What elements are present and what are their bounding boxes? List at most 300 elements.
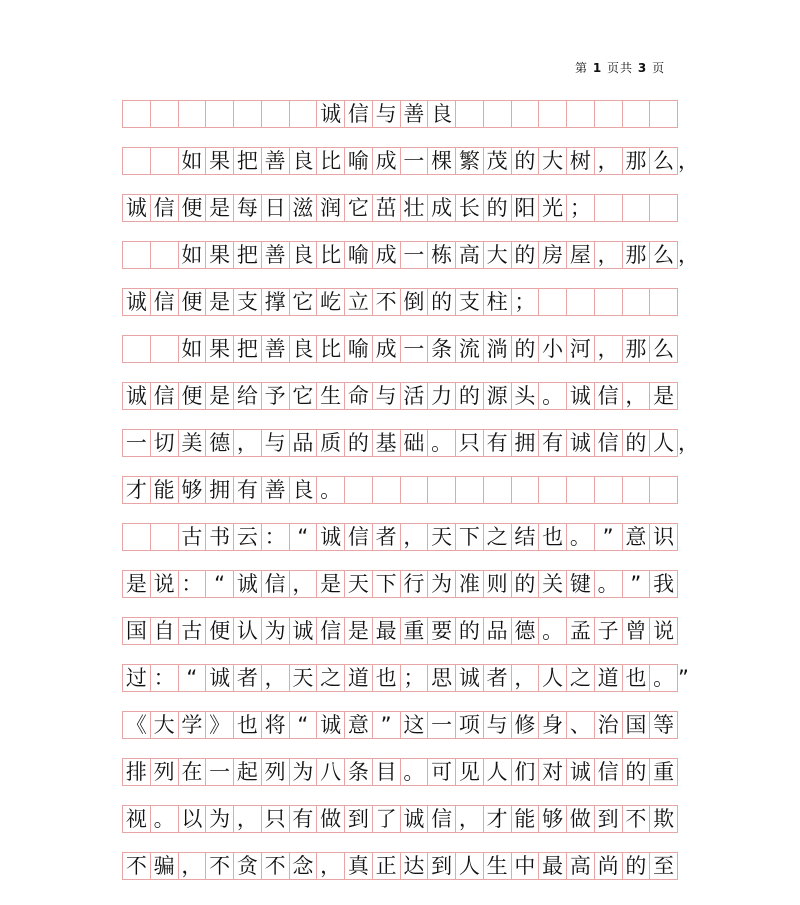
grid-cell: 的 (623, 430, 651, 456)
grid-cell: “ (290, 712, 318, 738)
grid-cell: 诚 (317, 101, 345, 127)
grid-cell: 结 (512, 524, 540, 550)
grid-cell: 欺 (650, 806, 678, 832)
grid-cell: 为 (290, 759, 318, 785)
grid-cell (123, 148, 151, 174)
grid-cell: 果 (206, 336, 234, 362)
grid-cell: 诚 (123, 195, 151, 221)
grid-cell: 的 (512, 242, 540, 268)
grid-cell: 做 (317, 806, 345, 832)
grid-cell: 的 (456, 618, 484, 644)
grid-cell: 流 (456, 336, 484, 362)
grid-cell: 重 (650, 759, 678, 785)
grid-cell: 便 (179, 195, 207, 221)
grid-cell: 把 (234, 148, 262, 174)
grid-cell: 繁 (456, 148, 484, 174)
grid-cell: 倒 (401, 289, 429, 315)
grid-cell: 至 (650, 853, 678, 879)
grid-cell: 良 (290, 477, 318, 503)
grid-cell: 润 (317, 195, 345, 221)
grid-cell: 比 (317, 148, 345, 174)
grid-cell: 能 (151, 477, 179, 503)
grid-cell: 国 (623, 712, 651, 738)
grid-cell: 那 (623, 336, 651, 362)
grid-cell: 是 (206, 195, 234, 221)
grid-cell: 尚 (595, 853, 623, 879)
grid-cell (650, 101, 678, 127)
grid-cell: 认 (234, 618, 262, 644)
overflow-punctuation: ， (678, 431, 699, 455)
grid-cell: 栋 (428, 242, 456, 268)
grid-cell: 贪 (234, 853, 262, 879)
page-number-prefix: 第 (575, 61, 589, 75)
grid-cell: 如 (179, 148, 207, 174)
grid-cell: 八 (317, 759, 345, 785)
grid-cell: 么 (650, 336, 678, 362)
grid-cell: 一 (401, 148, 429, 174)
grid-cell: 古 (179, 524, 207, 550)
grid-cell (206, 101, 234, 127)
grid-cell: ； (512, 289, 540, 315)
grid-cell (123, 101, 151, 127)
grid-cell: 信 (262, 571, 290, 597)
grid-cell: 如 (179, 336, 207, 362)
essay-line (122, 335, 678, 363)
grid-cell: 等 (650, 712, 678, 738)
grid-cell (623, 289, 651, 315)
grid-cell (484, 477, 512, 503)
grid-cell: 才 (484, 806, 512, 832)
grid-cell (567, 289, 595, 315)
grid-cell: 对 (539, 759, 567, 785)
grid-cell (650, 195, 678, 221)
grid-cell (650, 289, 678, 315)
grid-cell: 支 (456, 289, 484, 315)
grid-cell: “ (290, 524, 318, 550)
grid-cell: 力 (428, 383, 456, 409)
grid-cell: 信 (595, 383, 623, 409)
grid-cell: 喻 (345, 242, 373, 268)
grid-cell: 信 (595, 430, 623, 456)
essay-line (122, 664, 678, 692)
grid-cell: ， (262, 665, 290, 691)
grid-cell: 是 (206, 289, 234, 315)
grid-cell: “ (179, 665, 207, 691)
grid-cell: 键 (567, 571, 595, 597)
grid-cell: 给 (234, 383, 262, 409)
grid-cell: 比 (317, 336, 345, 362)
grid-cell: 不 (262, 853, 290, 879)
grid-cell: 子 (595, 618, 623, 644)
grid-cell: 们 (512, 759, 540, 785)
grid-cell: 一 (123, 430, 151, 456)
grid-cell: 高 (456, 242, 484, 268)
grid-cell: 之 (484, 524, 512, 550)
grid-cell: 么 (650, 242, 678, 268)
grid-cell: 条 (428, 336, 456, 362)
grid-cell (179, 101, 207, 127)
grid-cell (623, 195, 651, 221)
grid-cell (539, 289, 567, 315)
grid-cell: 。 (595, 571, 623, 597)
grid-cell: 我 (650, 571, 678, 597)
grid-cell (623, 477, 651, 503)
grid-cell (595, 289, 623, 315)
grid-cell: ” (623, 571, 651, 597)
grid-cell: ： (262, 524, 290, 550)
page-number (575, 58, 695, 78)
grid-cell: 诚 (123, 289, 151, 315)
grid-cell: 则 (484, 571, 512, 597)
grid-cell: 是 (206, 383, 234, 409)
grid-cell (595, 195, 623, 221)
grid-cell: 。 (428, 430, 456, 456)
grid-cell: 行 (401, 571, 429, 597)
grid-cell: 。 (151, 806, 179, 832)
grid-cell: 以 (179, 806, 207, 832)
grid-cell: 真 (345, 853, 373, 879)
grid-cell: 诚 (206, 665, 234, 691)
grid-cell: ， (595, 148, 623, 174)
grid-cell: 滋 (290, 195, 318, 221)
grid-cell: 础 (401, 430, 429, 456)
grid-cell: ： (179, 571, 207, 597)
grid-cell: 的 (484, 195, 512, 221)
grid-cell: 不 (623, 806, 651, 832)
grid-cell: 日 (262, 195, 290, 221)
grid-cell: ” (373, 712, 401, 738)
grid-cell: 道 (345, 665, 373, 691)
grid-cell: 质 (317, 430, 345, 456)
grid-cell: 房 (539, 242, 567, 268)
grid-cell: 予 (262, 383, 290, 409)
grid-cell (151, 524, 179, 550)
grid-cell: 到 (428, 853, 456, 879)
grid-cell: 大 (484, 242, 512, 268)
grid-cell: ， (456, 806, 484, 832)
grid-cell: 是 (345, 618, 373, 644)
grid-cell: 书 (206, 524, 234, 550)
grid-cell: 也 (539, 524, 567, 550)
grid-cell: 。 (401, 759, 429, 785)
grid-cell: 那 (623, 242, 651, 268)
grid-cell: 光 (539, 195, 567, 221)
grid-cell: 列 (151, 759, 179, 785)
grid-cell: 治 (595, 712, 623, 738)
grid-cell: 识 (650, 524, 678, 550)
grid-cell (595, 101, 623, 127)
grid-cell: 。 (650, 665, 678, 691)
grid-cell: 一 (401, 336, 429, 362)
grid-cell (234, 101, 262, 127)
grid-cell: 也 (234, 712, 262, 738)
page-number-total: 3 (637, 61, 648, 75)
grid-cell (484, 101, 512, 127)
grid-cell: 良 (428, 101, 456, 127)
grid-cell: 长 (456, 195, 484, 221)
grid-cell: 孟 (567, 618, 595, 644)
grid-cell: 说 (650, 618, 678, 644)
grid-cell: 下 (373, 571, 401, 597)
grid-cell: 有 (539, 430, 567, 456)
grid-cell: 不 (206, 853, 234, 879)
grid-cell: 人 (539, 665, 567, 691)
grid-cell: 撑 (262, 289, 290, 315)
grid-cell (539, 477, 567, 503)
grid-cell: 也 (623, 665, 651, 691)
grid-cell: 的 (428, 289, 456, 315)
overflow-punctuation: ” (678, 666, 689, 690)
grid-cell: 要 (428, 618, 456, 644)
grid-cell: 如 (179, 242, 207, 268)
grid-cell: 为 (428, 571, 456, 597)
grid-cell: 见 (456, 759, 484, 785)
grid-cell: ， (595, 242, 623, 268)
grid-cell: 骗 (151, 853, 179, 879)
grid-cell: 最 (539, 853, 567, 879)
grid-cell: 一 (401, 242, 429, 268)
grid-cell: 是 (317, 571, 345, 597)
composition-grid-paper (122, 97, 699, 905)
grid-cell (151, 148, 179, 174)
grid-cell: 基 (373, 430, 401, 456)
grid-cell: 喻 (345, 336, 373, 362)
grid-cell: 与 (373, 101, 401, 127)
grid-cell: 学 (179, 712, 207, 738)
grid-cell: 诚 (290, 618, 318, 644)
grid-cell (595, 477, 623, 503)
grid-cell: 者 (373, 524, 401, 550)
grid-cell (345, 477, 373, 503)
grid-cell: 天 (428, 524, 456, 550)
grid-cell: 有 (290, 806, 318, 832)
grid-cell: 能 (512, 806, 540, 832)
grid-cell: 茁 (373, 195, 401, 221)
grid-cell (290, 101, 318, 127)
grid-cell: 善 (262, 477, 290, 503)
grid-cell: 人 (484, 759, 512, 785)
grid-cell: 果 (206, 242, 234, 268)
grid-cell: ； (401, 665, 429, 691)
grid-cell: 也 (373, 665, 401, 691)
essay-line (122, 617, 678, 645)
grid-cell: 曾 (623, 618, 651, 644)
grid-cell: 。 (539, 383, 567, 409)
grid-cell: 在 (179, 759, 207, 785)
grid-cell: 一 (428, 712, 456, 738)
grid-cell: 这 (401, 712, 429, 738)
page-number-suffix: 页 (652, 61, 666, 75)
grid-cell: 它 (290, 289, 318, 315)
essay-line (122, 288, 678, 316)
grid-cell: 高 (567, 853, 595, 879)
grid-cell: 果 (206, 148, 234, 174)
grid-cell: 不 (373, 289, 401, 315)
grid-cell: 茂 (484, 148, 512, 174)
grid-cell (373, 477, 401, 503)
essay-line (122, 805, 678, 833)
grid-cell (512, 477, 540, 503)
grid-cell: ； (567, 195, 595, 221)
essay-line (122, 711, 678, 739)
grid-cell: 成 (373, 336, 401, 362)
grid-cell: 只 (262, 806, 290, 832)
grid-cell (567, 477, 595, 503)
grid-cell: 阳 (512, 195, 540, 221)
grid-cell: 信 (345, 101, 373, 127)
grid-cell: 自 (151, 618, 179, 644)
grid-cell: ， (623, 383, 651, 409)
grid-cell: 它 (345, 195, 373, 221)
grid-cell: ， (234, 430, 262, 456)
grid-cell: ， (234, 806, 262, 832)
grid-cell: 才 (123, 477, 151, 503)
grid-cell: 信 (151, 383, 179, 409)
grid-cell: 将 (262, 712, 290, 738)
essay-line (122, 382, 678, 410)
page-number-middle: 页共 (607, 61, 634, 75)
grid-cell: 棵 (428, 148, 456, 174)
grid-cell: 的 (623, 759, 651, 785)
grid-cell: 可 (428, 759, 456, 785)
grid-cell: 比 (317, 242, 345, 268)
essay-title (122, 100, 678, 128)
grid-cell: 良 (290, 148, 318, 174)
grid-cell: 诚 (123, 383, 151, 409)
overflow-punctuation: ， (678, 149, 699, 173)
grid-cell: 淌 (484, 336, 512, 362)
grid-cell: 良 (290, 242, 318, 268)
grid-cell: 诚 (401, 806, 429, 832)
grid-cell: 最 (373, 618, 401, 644)
grid-cell: 到 (595, 806, 623, 832)
grid-cell: 大 (151, 712, 179, 738)
grid-cell: 大 (539, 148, 567, 174)
grid-cell: 过 (123, 665, 151, 691)
grid-cell: 柱 (484, 289, 512, 315)
grid-cell (401, 477, 429, 503)
grid-cell: 起 (234, 759, 262, 785)
grid-cell: 德 (512, 618, 540, 644)
grid-cell (151, 101, 179, 127)
grid-cell: ： (151, 665, 179, 691)
grid-cell: 与 (373, 383, 401, 409)
grid-cell: 排 (123, 759, 151, 785)
grid-cell: 念 (290, 853, 318, 879)
grid-cell: 树 (567, 148, 595, 174)
grid-cell (151, 242, 179, 268)
grid-cell: 每 (234, 195, 262, 221)
grid-cell: 信 (428, 806, 456, 832)
grid-cell (123, 524, 151, 550)
grid-cell: 了 (373, 806, 401, 832)
grid-cell: 生 (317, 383, 345, 409)
grid-cell: 修 (512, 712, 540, 738)
grid-cell: 便 (179, 289, 207, 315)
grid-cell: ， (512, 665, 540, 691)
grid-cell (650, 477, 678, 503)
grid-cell: 支 (234, 289, 262, 315)
grid-cell: 关 (539, 571, 567, 597)
grid-cell: 有 (234, 477, 262, 503)
grid-cell: 、 (567, 712, 595, 738)
grid-cell: 思 (428, 665, 456, 691)
grid-cell: 诚 (567, 759, 595, 785)
grid-cell: 的 (512, 571, 540, 597)
grid-cell: 善 (401, 101, 429, 127)
essay-line (122, 523, 678, 551)
grid-cell: 品 (290, 430, 318, 456)
grid-cell: 只 (456, 430, 484, 456)
grid-cell: 诚 (317, 524, 345, 550)
grid-cell: 够 (539, 806, 567, 832)
grid-cell: 项 (456, 712, 484, 738)
grid-cell: ” (595, 524, 623, 550)
grid-cell: ， (179, 853, 207, 879)
grid-cell: 国 (123, 618, 151, 644)
grid-cell: 做 (567, 806, 595, 832)
grid-cell: 命 (345, 383, 373, 409)
grid-cell: 信 (151, 289, 179, 315)
grid-cell: 小 (539, 336, 567, 362)
grid-cell: 成 (428, 195, 456, 221)
essay-line (122, 241, 678, 269)
grid-cell: 的 (345, 430, 373, 456)
grid-cell: 不 (123, 853, 151, 879)
essay-line (122, 852, 678, 880)
grid-cell: ， (595, 336, 623, 362)
grid-cell: 是 (650, 383, 678, 409)
grid-cell: 活 (401, 383, 429, 409)
grid-cell: 头 (512, 383, 540, 409)
grid-cell: 成 (373, 148, 401, 174)
essay-line (122, 758, 678, 786)
grid-cell: 天 (290, 665, 318, 691)
grid-cell: 。 (539, 618, 567, 644)
grid-cell: 屹 (317, 289, 345, 315)
grid-cell: 一 (206, 759, 234, 785)
grid-cell (456, 477, 484, 503)
grid-cell: 品 (484, 618, 512, 644)
grid-cell: 拥 (206, 477, 234, 503)
grid-cell: 它 (290, 383, 318, 409)
grid-cell: 达 (401, 853, 429, 879)
grid-cell: 信 (345, 524, 373, 550)
grid-cell: 诚 (567, 383, 595, 409)
grid-cell: 与 (262, 430, 290, 456)
grid-cell (123, 336, 151, 362)
grid-cell: 屋 (567, 242, 595, 268)
grid-cell: 便 (206, 618, 234, 644)
grid-cell: 云 (234, 524, 262, 550)
grid-cell: 》 (206, 712, 234, 738)
grid-cell: 诚 (456, 665, 484, 691)
grid-cell: 视 (123, 806, 151, 832)
essay-line (122, 570, 678, 598)
grid-cell: 够 (179, 477, 207, 503)
grid-cell: ， (290, 571, 318, 597)
grid-cell: 诚 (234, 571, 262, 597)
grid-cell: 与 (484, 712, 512, 738)
grid-cell: 中 (512, 853, 540, 879)
grid-cell: 下 (456, 524, 484, 550)
grid-cell: ， (401, 524, 429, 550)
grid-cell: 人 (650, 430, 678, 456)
grid-cell: 喻 (345, 148, 373, 174)
overflow-punctuation: ， (678, 243, 699, 267)
grid-cell: 信 (595, 759, 623, 785)
grid-cell (151, 336, 179, 362)
